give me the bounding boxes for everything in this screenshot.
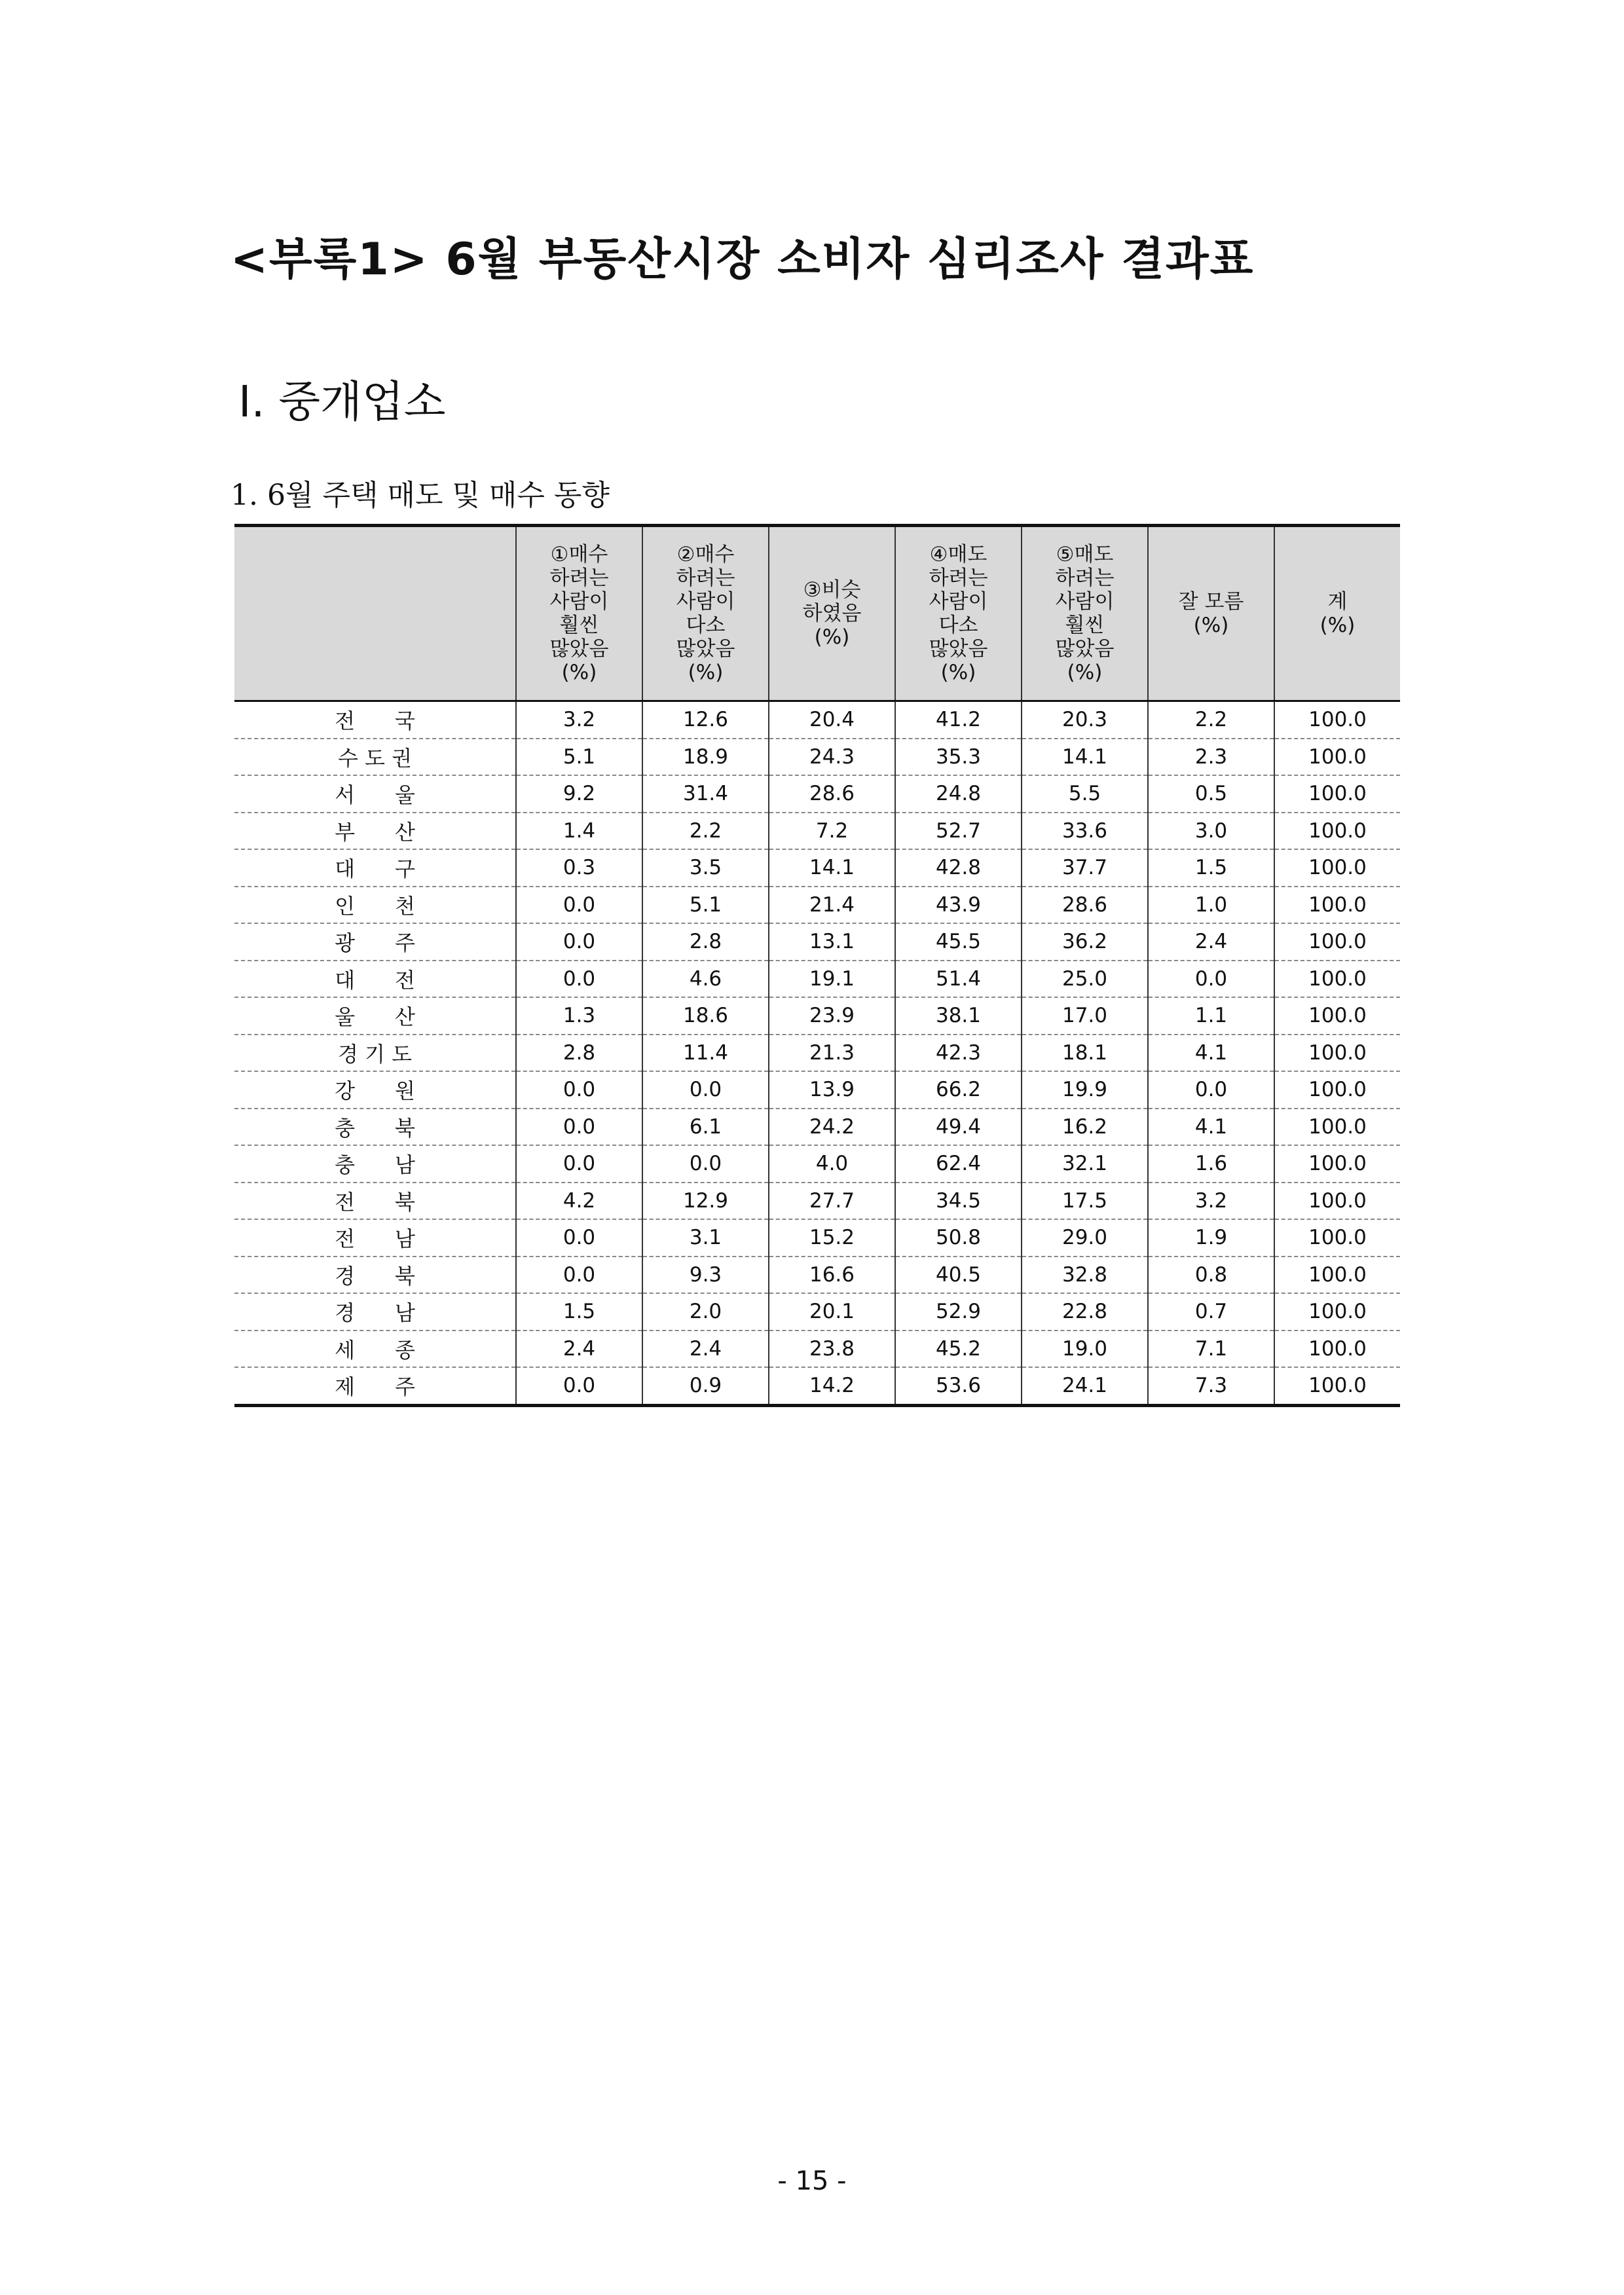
sellers-much-more-cell: 5.5 xyxy=(1022,775,1148,813)
page-number: - 15 - xyxy=(777,2166,847,2196)
sellers-much-more-cell: 22.8 xyxy=(1022,1293,1148,1331)
sellers-much-more-cell: 32.1 xyxy=(1022,1145,1148,1183)
similar-cell: 14.2 xyxy=(769,1367,895,1405)
similar-cell: 21.3 xyxy=(769,1035,895,1072)
buyers-much-more-cell: 5.1 xyxy=(516,739,642,776)
buyers-slightly-more-cell: 18.6 xyxy=(642,997,769,1035)
region-cell: 전 국 xyxy=(234,701,516,739)
similar-cell: 15.2 xyxy=(769,1219,895,1257)
sellers-slightly-more-cell: 41.2 xyxy=(895,701,1022,739)
buyers-slightly-more-cell: 2.4 xyxy=(642,1331,769,1368)
buyers-slightly-more-cell: 0.0 xyxy=(642,1145,769,1183)
buyers-much-more-cell: 1.5 xyxy=(516,1293,642,1331)
sellers-slightly-more-cell: 42.3 xyxy=(895,1035,1022,1072)
similar-cell: 24.2 xyxy=(769,1109,895,1146)
sellers-slightly-more-cell: 34.5 xyxy=(895,1183,1022,1220)
buyers-much-more-cell: 0.0 xyxy=(516,887,642,924)
similar-cell: 4.0 xyxy=(769,1145,895,1183)
region-cell: 광 주 xyxy=(234,923,516,961)
similar-cell: 27.7 xyxy=(769,1183,895,1220)
total-cell: 100.0 xyxy=(1274,739,1400,776)
buyers-slightly-more-cell: 12.9 xyxy=(642,1183,769,1220)
total-cell: 100.0 xyxy=(1274,923,1400,961)
buyers-much-more-cell: 1.4 xyxy=(516,813,642,850)
unknown-cell: 3.2 xyxy=(1148,1183,1274,1220)
survey-results-table xyxy=(234,524,1400,1407)
unknown-cell: 7.3 xyxy=(1148,1367,1274,1405)
buyers-much-more-cell: 4.2 xyxy=(516,1183,642,1220)
sellers-much-more-cell: 25.0 xyxy=(1022,961,1148,998)
total-cell: 100.0 xyxy=(1274,1183,1400,1220)
table-row xyxy=(234,1331,1400,1368)
region-cell: 충 북 xyxy=(234,1109,516,1146)
buyers-slightly-more-cell: 18.9 xyxy=(642,739,769,776)
sellers-slightly-more-cell: 52.7 xyxy=(895,813,1022,850)
sellers-much-more-cell: 17.0 xyxy=(1022,997,1148,1035)
buyers-slightly-more-cell: 2.8 xyxy=(642,923,769,961)
sellers-much-more-cell: 32.8 xyxy=(1022,1257,1148,1294)
sellers-slightly-more-cell: 66.2 xyxy=(895,1071,1022,1109)
buyers-slightly-more-cell: 4.6 xyxy=(642,961,769,998)
unknown-cell: 2.4 xyxy=(1148,923,1274,961)
sellers-slightly-more-cell: 62.4 xyxy=(895,1145,1022,1183)
region-cell: 인 천 xyxy=(234,887,516,924)
table-row xyxy=(234,997,1400,1035)
unknown-cell: 0.0 xyxy=(1148,961,1274,998)
similar-cell: 21.4 xyxy=(769,887,895,924)
buyers-much-more-cell: 0.0 xyxy=(516,1219,642,1257)
buyers-much-more-cell: 0.0 xyxy=(516,923,642,961)
total-cell: 100.0 xyxy=(1274,813,1400,850)
table-row xyxy=(234,1071,1400,1109)
sellers-much-more-cell: 37.7 xyxy=(1022,849,1148,887)
region-cell: 대 전 xyxy=(234,961,516,998)
similar-cell: 20.1 xyxy=(769,1293,895,1331)
table-row xyxy=(234,887,1400,924)
buyers-slightly-more-cell: 6.1 xyxy=(642,1109,769,1146)
table-body xyxy=(234,701,1400,1406)
similar-cell: 13.1 xyxy=(769,923,895,961)
unknown-cell: 1.5 xyxy=(1148,849,1274,887)
table-row xyxy=(234,701,1400,739)
unknown-cell: 1.9 xyxy=(1148,1219,1274,1257)
table-row xyxy=(234,1257,1400,1294)
sellers-slightly-more-cell: 42.8 xyxy=(895,849,1022,887)
total-cell: 100.0 xyxy=(1274,997,1400,1035)
header-total: 계 (%) xyxy=(1274,526,1400,701)
sellers-much-more-cell: 24.1 xyxy=(1022,1367,1148,1405)
buyers-much-more-cell: 3.2 xyxy=(516,701,642,739)
similar-cell: 28.6 xyxy=(769,775,895,813)
total-cell: 100.0 xyxy=(1274,1109,1400,1146)
unknown-cell: 1.0 xyxy=(1148,887,1274,924)
total-cell: 100.0 xyxy=(1274,1219,1400,1257)
region-cell: 제 주 xyxy=(335,1374,415,1400)
unknown-cell: 2.2 xyxy=(1148,701,1274,739)
header-buyers-slightly-more: ②매수 하려는 사람이 다소 많았음 (%) xyxy=(642,526,769,701)
buyers-slightly-more-cell: 12.6 xyxy=(642,701,769,739)
table-header-row xyxy=(234,526,1400,701)
sellers-much-more-cell: 18.1 xyxy=(1022,1035,1148,1072)
region-cell: 전 남 xyxy=(234,1219,516,1257)
sellers-much-more-cell: 19.0 xyxy=(1022,1331,1148,1368)
buyers-slightly-more-cell: 0.9 xyxy=(642,1367,769,1405)
unknown-cell: 2.3 xyxy=(1148,739,1274,776)
table-row xyxy=(234,1109,1400,1146)
sellers-slightly-more-cell: 53.6 xyxy=(895,1367,1022,1405)
unknown-cell: 4.1 xyxy=(1148,1035,1274,1072)
buyers-slightly-more-cell: 31.4 xyxy=(642,775,769,813)
total-cell: 100.0 xyxy=(1274,775,1400,813)
similar-cell: 23.8 xyxy=(769,1331,895,1368)
region-cell: 부 산 xyxy=(234,813,516,850)
region-cell: 경 북 xyxy=(234,1257,516,1294)
sellers-slightly-more-cell: 51.4 xyxy=(895,961,1022,998)
sellers-slightly-more-cell: 43.9 xyxy=(895,887,1022,924)
table-row xyxy=(234,923,1400,961)
sellers-much-more-cell: 19.9 xyxy=(1022,1071,1148,1109)
buyers-much-more-cell: 0.0 xyxy=(516,1071,642,1109)
table-row xyxy=(234,1219,1400,1257)
sellers-slightly-more-cell: 45.5 xyxy=(895,923,1022,961)
buyers-much-more-cell: 0.0 xyxy=(516,1367,642,1405)
unknown-cell: 7.1 xyxy=(1148,1331,1274,1368)
sellers-slightly-more-cell: 40.5 xyxy=(895,1257,1022,1294)
region-cell: 대 구 xyxy=(234,849,516,887)
similar-cell: 13.9 xyxy=(769,1071,895,1109)
total-cell: 100.0 xyxy=(1274,887,1400,924)
region-cell: 충 남 xyxy=(234,1145,516,1183)
table-row xyxy=(234,1367,1400,1405)
unknown-cell: 0.5 xyxy=(1148,775,1274,813)
sellers-slightly-more-cell: 38.1 xyxy=(895,997,1022,1035)
table-row xyxy=(234,849,1400,887)
region-cell: 전 북 xyxy=(234,1183,516,1220)
table-row xyxy=(234,1035,1400,1072)
total-cell: 100.0 xyxy=(1274,1035,1400,1072)
sellers-slightly-more-cell: 50.8 xyxy=(895,1219,1022,1257)
document-title: <부록1> 6월 부동산시장 소비자 심리조사 결과표 xyxy=(231,234,1255,285)
buyers-slightly-more-cell: 11.4 xyxy=(642,1035,769,1072)
region-cell: 경 기 도 xyxy=(234,1035,516,1072)
buyers-much-more-cell: 1.3 xyxy=(516,997,642,1035)
total-cell: 100.0 xyxy=(1274,1293,1400,1331)
buyers-much-more-cell: 0.0 xyxy=(516,1145,642,1183)
similar-cell: 14.1 xyxy=(769,849,895,887)
buyers-much-more-cell: 0.3 xyxy=(516,849,642,887)
similar-cell: 24.3 xyxy=(769,739,895,776)
table-row xyxy=(234,775,1400,813)
total-cell: 100.0 xyxy=(1274,1071,1400,1109)
buyers-slightly-more-cell: 3.5 xyxy=(642,849,769,887)
buyers-much-more-cell: 0.0 xyxy=(516,1257,642,1294)
buyers-slightly-more-cell: 2.2 xyxy=(642,813,769,850)
total-cell: 100.0 xyxy=(1274,849,1400,887)
similar-cell: 19.1 xyxy=(769,961,895,998)
sellers-slightly-more-cell: 52.9 xyxy=(895,1293,1022,1331)
header-sellers-much-more: ⑤매도 하려는 사람이 훨씬 많았음 (%) xyxy=(1022,526,1148,701)
similar-cell: 20.4 xyxy=(769,701,895,739)
buyers-slightly-more-cell: 0.0 xyxy=(642,1071,769,1109)
total-cell: 100.0 xyxy=(1274,961,1400,998)
table-row xyxy=(234,961,1400,998)
total-cell: 100.0 xyxy=(1274,1145,1400,1183)
similar-cell: 7.2 xyxy=(769,813,895,850)
header-unknown: 잘 모름 (%) xyxy=(1148,526,1274,701)
region-cell: 경 남 xyxy=(234,1293,516,1331)
buyers-much-more-cell: 2.4 xyxy=(516,1331,642,1368)
sellers-much-more-cell: 14.1 xyxy=(1022,739,1148,776)
buyers-much-more-cell: 9.2 xyxy=(516,775,642,813)
region-cell: 세 종 xyxy=(234,1331,516,1368)
unknown-cell: 3.0 xyxy=(1148,813,1274,850)
region-cell: 울 산 xyxy=(234,997,516,1035)
buyers-much-more-cell: 0.0 xyxy=(516,961,642,998)
unknown-cell: 1.1 xyxy=(1148,997,1274,1035)
buyers-slightly-more-cell: 3.1 xyxy=(642,1219,769,1257)
sellers-much-more-cell: 16.2 xyxy=(1022,1109,1148,1146)
table-row xyxy=(234,1145,1400,1183)
region-cell: 수 도 권 xyxy=(234,739,516,776)
sellers-much-more-cell: 28.6 xyxy=(1022,887,1148,924)
total-cell: 100.0 xyxy=(1274,1331,1400,1368)
unknown-cell: 4.1 xyxy=(1148,1109,1274,1146)
buyers-slightly-more-cell: 9.3 xyxy=(642,1257,769,1294)
sellers-slightly-more-cell: 49.4 xyxy=(895,1109,1022,1146)
buyers-slightly-more-cell: 2.0 xyxy=(642,1293,769,1331)
unknown-cell: 0.7 xyxy=(1148,1293,1274,1331)
total-cell: 100.0 xyxy=(1274,701,1400,739)
region-cell: 강 원 xyxy=(234,1071,516,1109)
similar-cell: 16.6 xyxy=(769,1257,895,1294)
section-heading: Ⅰ. 중개업소 xyxy=(238,376,446,427)
total-cell: 100.0 xyxy=(1274,1367,1400,1405)
buyers-much-more-cell: 2.8 xyxy=(516,1035,642,1072)
table-row xyxy=(234,1293,1400,1331)
table-row xyxy=(234,1183,1400,1220)
table-row xyxy=(234,813,1400,850)
unknown-cell: 1.6 xyxy=(1148,1145,1274,1183)
sellers-much-more-cell: 36.2 xyxy=(1022,923,1148,961)
buyers-much-more-cell: 0.0 xyxy=(516,1109,642,1146)
header-region xyxy=(234,526,516,701)
sellers-slightly-more-cell: 24.8 xyxy=(895,775,1022,813)
region-cell: 서 울 xyxy=(234,775,516,813)
buyers-slightly-more-cell: 5.1 xyxy=(642,887,769,924)
sellers-slightly-more-cell: 45.2 xyxy=(895,1331,1022,1368)
sellers-slightly-more-cell: 35.3 xyxy=(895,739,1022,776)
unknown-cell: 0.0 xyxy=(1148,1071,1274,1109)
total-cell: 100.0 xyxy=(1274,1257,1400,1294)
table-row xyxy=(234,739,1400,776)
header-buyers-much-more: ①매수 하려는 사람이 훨씬 많았음 (%) xyxy=(516,526,642,701)
subsection-heading: 1. 6월 주택 매도 및 매수 동향 xyxy=(231,479,610,512)
header-similar: ③비슷 하였음 (%) xyxy=(769,526,895,701)
sellers-much-more-cell: 33.6 xyxy=(1022,813,1148,850)
unknown-cell: 0.8 xyxy=(1148,1257,1274,1294)
similar-cell: 23.9 xyxy=(769,997,895,1035)
header-sellers-slightly-more: ④매도 하려는 사람이 다소 많았음 (%) xyxy=(895,526,1022,701)
sellers-much-more-cell: 17.5 xyxy=(1022,1183,1148,1220)
sellers-much-more-cell: 20.3 xyxy=(1022,701,1148,739)
sellers-much-more-cell: 29.0 xyxy=(1022,1219,1148,1257)
